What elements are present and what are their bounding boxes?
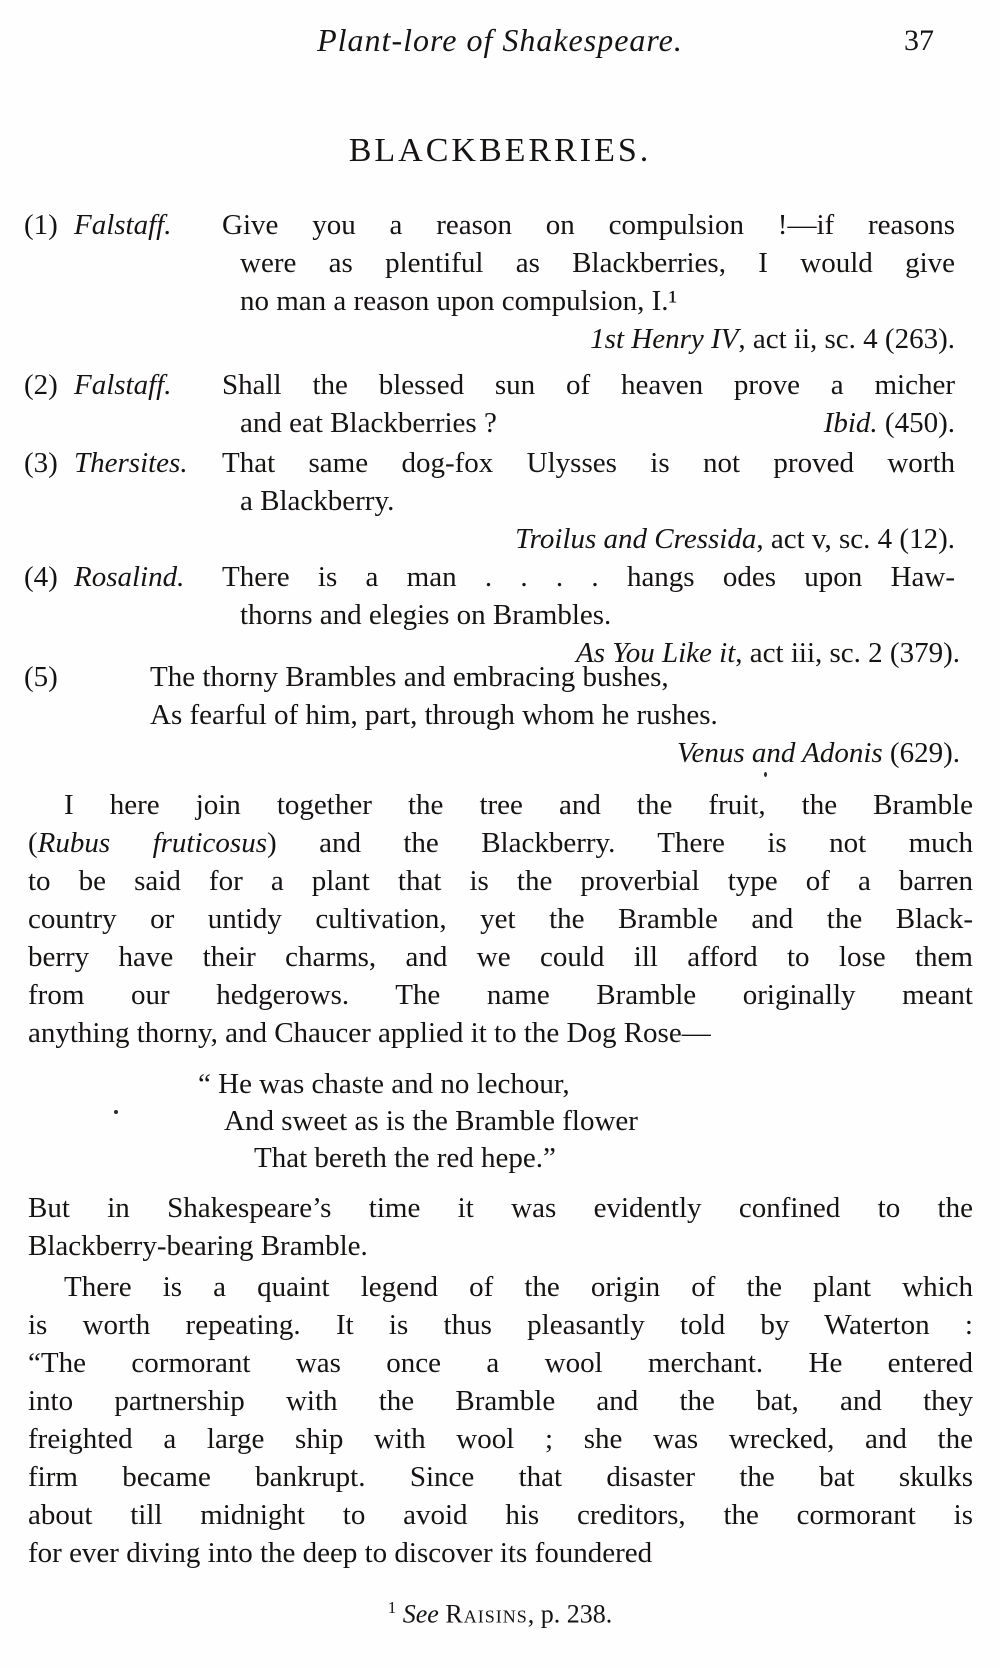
- citation-locator: , act iii, sc. 2 (379).: [735, 637, 960, 669]
- quotation-line: were as plentiful as Blackberries, I would give: [240, 247, 955, 279]
- body-line: about till midnight to avoid his creditors, the cormorant is: [28, 1499, 973, 1531]
- footnote-rest: , p. 238.: [527, 1599, 613, 1629]
- citation-locator: (629).: [882, 737, 960, 769]
- quotation-5: [0, 658, 1000, 772]
- page-number: 37: [904, 24, 934, 57]
- body-line: “The cormorant was once a wool merchant. He entered: [28, 1347, 973, 1379]
- paragraph-1: [28, 786, 973, 1052]
- body-line: to be said for a plant that is the proverbial type of a barren: [28, 865, 973, 897]
- body-line: But in Shakespeare’s time it was evidently confined to the: [28, 1192, 973, 1224]
- paragraph-2: [28, 1189, 973, 1265]
- citation-work: Ibid.: [823, 407, 878, 439]
- body-text: (: [28, 827, 38, 859]
- citation-work: As You Like it: [576, 637, 736, 669]
- footnote-mark: 1: [387, 1598, 397, 1617]
- scan-artifact: [764, 772, 767, 777]
- citation-locator: , act ii, sc. 4 (263).: [738, 323, 955, 355]
- quotation-citation: [0, 734, 960, 772]
- quotation-line: a Blackberry.: [240, 485, 395, 517]
- chaucer-verse: [198, 1066, 638, 1177]
- body-line: from our hedgerows. The name Bramble originally meant: [28, 979, 973, 1011]
- body-line: for ever diving into the deep to discover its foundered: [28, 1537, 653, 1569]
- quotation-citation: [0, 320, 955, 358]
- quotation-citation: [824, 404, 955, 442]
- quotation-4: [0, 558, 1000, 672]
- body-line: anything thorny, and Chaucer applied it to the Dog Rose—: [28, 1017, 711, 1049]
- footnote: [0, 1598, 1000, 1630]
- quotation-line: Shall the blessed sun of heaven prove a micher: [222, 369, 955, 401]
- body-line: freighted a large ship with wool ; she was wrecked, and the: [28, 1423, 973, 1455]
- quotation-speaker: Falstaff.: [74, 369, 172, 401]
- quotation-number: (4): [24, 561, 58, 593]
- citation-locator: , act v, sc. 4 (12).: [756, 523, 955, 555]
- body-line: [28, 824, 973, 862]
- quotation-line: Give you a reason on compulsion !—if reasons: [222, 209, 955, 241]
- quotation-number: (5): [24, 661, 58, 693]
- body-line: is worth repeating. It is thus pleasantly told by Waterton :: [28, 1309, 973, 1341]
- paragraph-3: [28, 1268, 973, 1572]
- footnote-see: See: [402, 1599, 439, 1629]
- quotation-text: [150, 658, 960, 734]
- quotation-citation: [0, 520, 955, 558]
- quotation-speaker: Thersites.: [74, 447, 188, 479]
- quotation-number: (3): [24, 447, 58, 479]
- quotation-number: (2): [24, 369, 58, 401]
- quotation-speaker: Rosalind.: [74, 561, 185, 593]
- verse-line: And sweet as is the Bramble flower: [224, 1105, 638, 1137]
- section-title: BLACKBERRIES.: [348, 132, 652, 169]
- quotation-number: (1): [24, 209, 58, 241]
- citation-work: Venus and Adonis: [676, 737, 883, 769]
- scan-artifact: [114, 1110, 118, 1114]
- quotation-1: [0, 206, 1000, 358]
- quotation-line: There is a man . . . . hangs odes upon Haw-: [222, 561, 955, 593]
- quotation-line: As fearful of him, part, through whom he rushes.: [150, 699, 718, 731]
- quotation-text: [222, 444, 955, 520]
- verse-line: “ He was chaste and no lechour,: [198, 1068, 570, 1100]
- citation-work: 1st Henry IV: [590, 323, 739, 355]
- body-line: There is a quaint legend of the origin of the plant which: [64, 1271, 973, 1303]
- quotation-2: [0, 366, 1000, 442]
- footnote-topic: Raisins: [445, 1599, 528, 1629]
- body-line: into partnership with the Bramble and the bat, and they: [28, 1385, 973, 1417]
- body-line: firm became bankrupt. Since that disaster the bat skulks: [28, 1461, 973, 1493]
- body-line: I here join together the tree and the fruit, the Bramble: [64, 789, 973, 821]
- running-head: Plant-lore of Shakespeare.: [317, 22, 683, 58]
- quotation-text: [222, 206, 955, 320]
- body-text: ) and the Blackberry. There is not much: [267, 827, 973, 859]
- latin-name: Rubus fruticosus: [37, 827, 267, 859]
- verse-line: That bereth the red hepe.”: [254, 1142, 556, 1174]
- quotation-text: [222, 558, 955, 634]
- body-line: berry have their charms, and we could ill afford to lose them: [28, 941, 973, 973]
- body-line: country or untidy cultivation, yet the Bramble and the Black-: [28, 903, 973, 935]
- body-line: Blackberry-bearing Bramble.: [28, 1230, 368, 1262]
- quotation-line: The thorny Brambles and embracing bushes,: [150, 661, 669, 693]
- quotation-3: [0, 444, 1000, 558]
- quotation-speaker: Falstaff.: [74, 209, 172, 241]
- quotation-line: That same dog-fox Ulysses is not proved worth: [222, 447, 955, 479]
- quotation-line: thorns and elegies on Brambles.: [240, 599, 612, 631]
- citation-work: Troilus and Cressida: [515, 523, 757, 555]
- quotation-text: [222, 366, 955, 442]
- quotation-line: and eat Blackberries ?: [240, 407, 497, 439]
- citation-locator: (450).: [877, 407, 955, 439]
- quotation-line: no man a reason upon compulsion, I.¹: [240, 285, 678, 317]
